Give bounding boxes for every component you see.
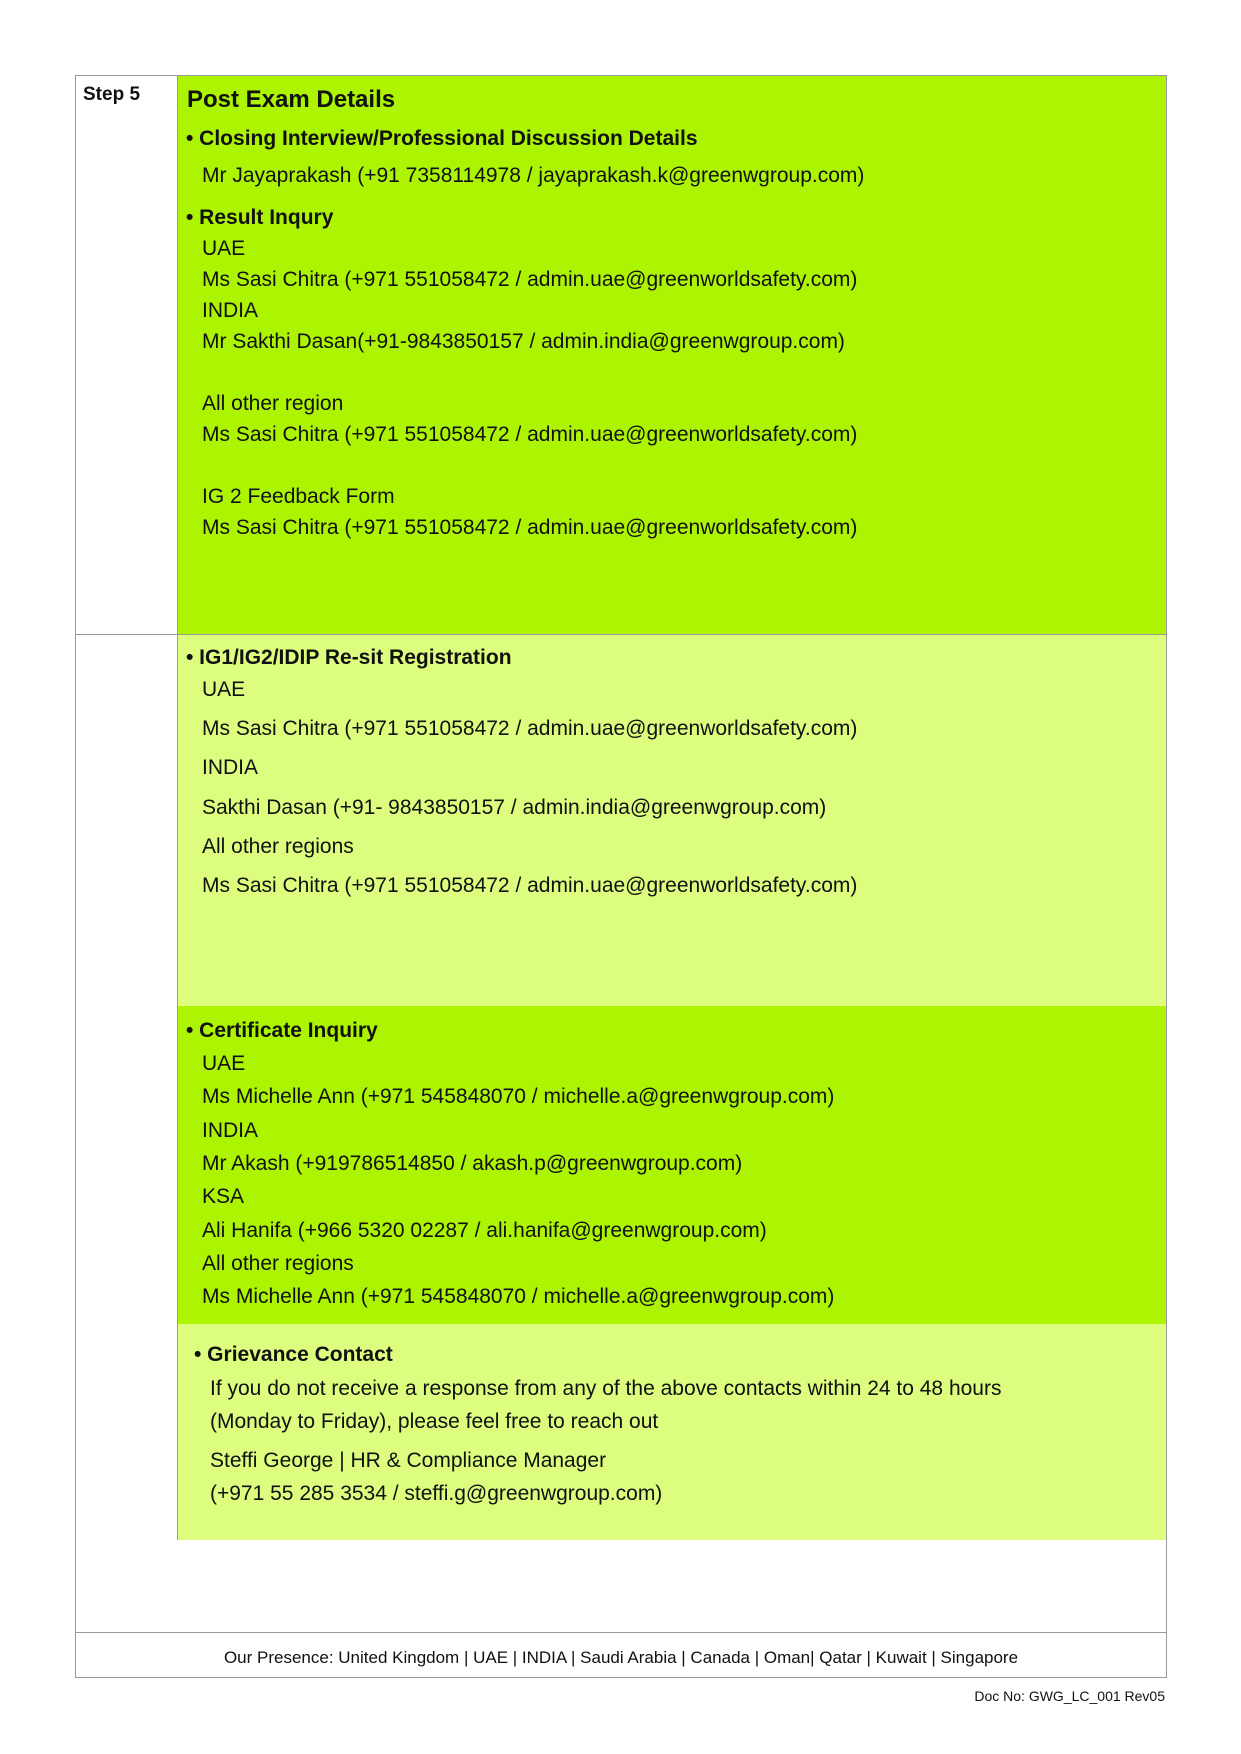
resit-uae-label: UAE [202,678,246,701]
result-uae-label: UAE [202,237,246,260]
step-label: Step 5 [83,84,141,105]
certificate-heading: • Certificate Inquiry [186,1019,378,1042]
section-title: Post Exam Details [187,86,396,113]
result-inquiry-heading: • Result Inqury [186,206,334,229]
resit-india-label: INDIA [202,756,259,779]
certificate-other-label: All other regions [202,1252,354,1275]
closing-interview-contact: Mr Jayaprakash (+91 7358114978 / jayaprakash.k@greenwgroup.com) [202,164,865,187]
document-number: Doc No: GWG_LC_001 Rev05 [974,1688,1165,1704]
result-uae-contact: Ms Sasi Chitra (+971 551058472 / admin.uae@greenworldsafety.com) [202,268,858,291]
footer-divider [75,1632,1167,1633]
resit-uae-contact: Ms Sasi Chitra (+971 551058472 / admin.uae@greenworldsafety.com) [202,717,858,740]
resit-heading: • IG1/IG2/IDIP Re-sit Registration [186,646,512,669]
resit-registration-section [178,635,1166,1006]
certificate-other-contact: Ms Michelle Ann (+971 545848070 / michelle.a@greenwgroup.com) [202,1285,835,1308]
result-india-label: INDIA [202,299,259,322]
certificate-ksa-contact: Ali Hanifa (+966 5320 02287 / ali.hanifa@greenwgroup.com) [202,1219,767,1242]
result-india-contact: Mr Sakthi Dasan(+91-9843850157 / admin.india@greenwgroup.com) [202,330,845,353]
resit-india-contact: Sakthi Dasan (+91- 9843850157 / admin.india@greenwgroup.com) [202,796,827,819]
resit-other-contact: Ms Sasi Chitra (+971 551058472 / admin.uae@greenworldsafety.com) [202,874,858,897]
result-other-contact: Ms Sasi Chitra (+971 551058472 / admin.uae@greenworldsafety.com) [202,423,858,446]
certificate-india-contact: Mr Akash (+919786514850 / akash.p@greenwgroup.com) [202,1152,743,1175]
grievance-contact-section [178,1324,1166,1540]
resit-other-label: All other regions [202,835,354,858]
feedback-form-contact: Ms Sasi Chitra (+971 551058472 / admin.uae@greenworldsafety.com) [202,516,858,539]
certificate-inquiry-section [178,1006,1166,1324]
grievance-name: Steffi George | HR & Compliance Manager [210,1449,607,1472]
grievance-line-1: If you do not receive a response from any of the above contacts within 24 to 48 hours [210,1377,1002,1400]
certificate-ksa-label: KSA [202,1185,245,1208]
grievance-heading: • Grievance Contact [194,1343,393,1366]
grievance-line-2: (Monday to Friday), please feel free to reach out [210,1410,659,1433]
closing-interview-heading: • Closing Interview/Professional Discussion Details [186,127,698,150]
post-exam-details-section [178,76,1166,634]
certificate-uae-label: UAE [202,1052,246,1075]
feedback-form-label: IG 2 Feedback Form [202,485,395,508]
presence-footer: Our Presence: United Kingdom | UAE | INDIA | Saudi Arabia | Canada | Oman| Qatar | Kuwait | Singapore [223,1648,1019,1667]
certificate-india-label: INDIA [202,1119,259,1142]
grievance-contact: (+971 55 285 3534 / steffi.g@greenwgroup.com) [210,1482,663,1505]
result-other-label: All other region [202,392,344,415]
certificate-uae-contact: Ms Michelle Ann (+971 545848070 / michelle.a@greenwgroup.com) [202,1085,835,1108]
